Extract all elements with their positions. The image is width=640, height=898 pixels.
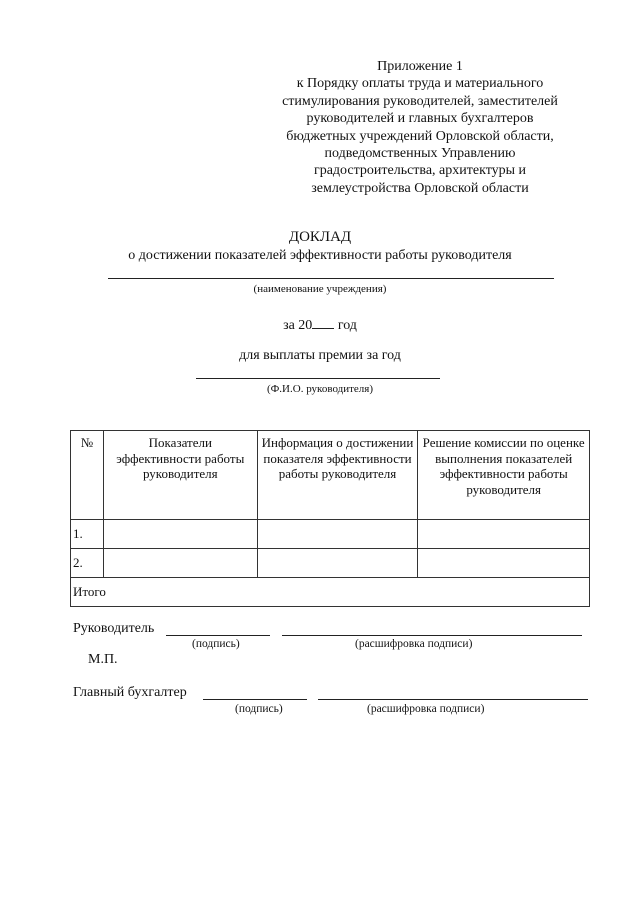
appendix-line: руководителей и главных бухгалтеров: [306, 111, 534, 127]
header-commission-decision: Решение комиссии по оценке выполнения показателей эффективности работы руководителя: [418, 431, 590, 520]
period-prefix: за 20: [283, 318, 313, 333]
table-cell[interactable]: [257, 520, 418, 549]
appendix-line: градостроительства, архитектуры и: [313, 163, 527, 179]
table-cell[interactable]: [257, 549, 418, 578]
accountant-decode-line[interactable]: [318, 699, 588, 700]
accountant-signature-line[interactable]: [203, 699, 307, 700]
appendix-line: стимулирования руководителей, заместителей: [282, 93, 558, 109]
table-cell[interactable]: [103, 549, 257, 578]
appendix-line: землеустройства Орловской области: [311, 180, 529, 196]
accountant-label: Главный бухгалтер: [73, 685, 187, 700]
document-title: ДОКЛАД: [288, 229, 352, 245]
director-label: Руководитель: [73, 621, 155, 636]
appendix-line: к Порядку оплаты труда и материального: [296, 76, 544, 92]
table-total-row: [71, 578, 590, 607]
header-achievement-info: Информация о достижении показателя эффективности работы руководителя: [257, 431, 418, 520]
report-period: [0, 316, 640, 334]
period-suffix: год: [337, 318, 357, 333]
row-number: 1.: [71, 520, 104, 549]
total-label: Итого: [71, 578, 590, 607]
table-header-row: [71, 431, 590, 520]
header-number: №: [71, 431, 104, 520]
institution-caption: (наименование учреждения): [253, 283, 387, 295]
institution-name-line[interactable]: [108, 278, 554, 279]
director-decode-line[interactable]: [282, 635, 582, 636]
director-signature-line[interactable]: [166, 635, 270, 636]
row-number: 2.: [71, 549, 104, 578]
table-cell[interactable]: [418, 520, 590, 549]
appendix-header: [255, 58, 585, 197]
appendix-line: Приложение 1: [377, 59, 463, 74]
header-indicators: Показатели эффективности работы руководителя: [103, 431, 257, 520]
stamp-placeholder: М.П.: [88, 652, 118, 667]
table-cell[interactable]: [418, 549, 590, 578]
document-subtitle: о достижении показателей эффективности работы руководителя: [128, 248, 512, 263]
director-decode-caption: (расшифровка подписи): [355, 638, 473, 650]
accountant-decode-caption: (расшифровка подписи): [367, 703, 485, 715]
table-row: [71, 549, 590, 578]
table-cell[interactable]: [103, 520, 257, 549]
appendix-line: подведомственных Управлению: [324, 146, 516, 162]
appendix-line: бюджетных учреждений Орловской области,: [286, 128, 554, 144]
indicators-table: [70, 430, 590, 607]
year-blank[interactable]: [312, 316, 334, 329]
director-name-line[interactable]: [196, 378, 440, 379]
director-signature-caption: (подпись): [192, 638, 240, 650]
director-name-caption: (Ф.И.О. руководителя): [266, 383, 374, 395]
accountant-signature-caption: (подпись): [235, 703, 283, 715]
table-row: [71, 520, 590, 549]
report-purpose: для выплаты премии за год: [239, 348, 401, 363]
